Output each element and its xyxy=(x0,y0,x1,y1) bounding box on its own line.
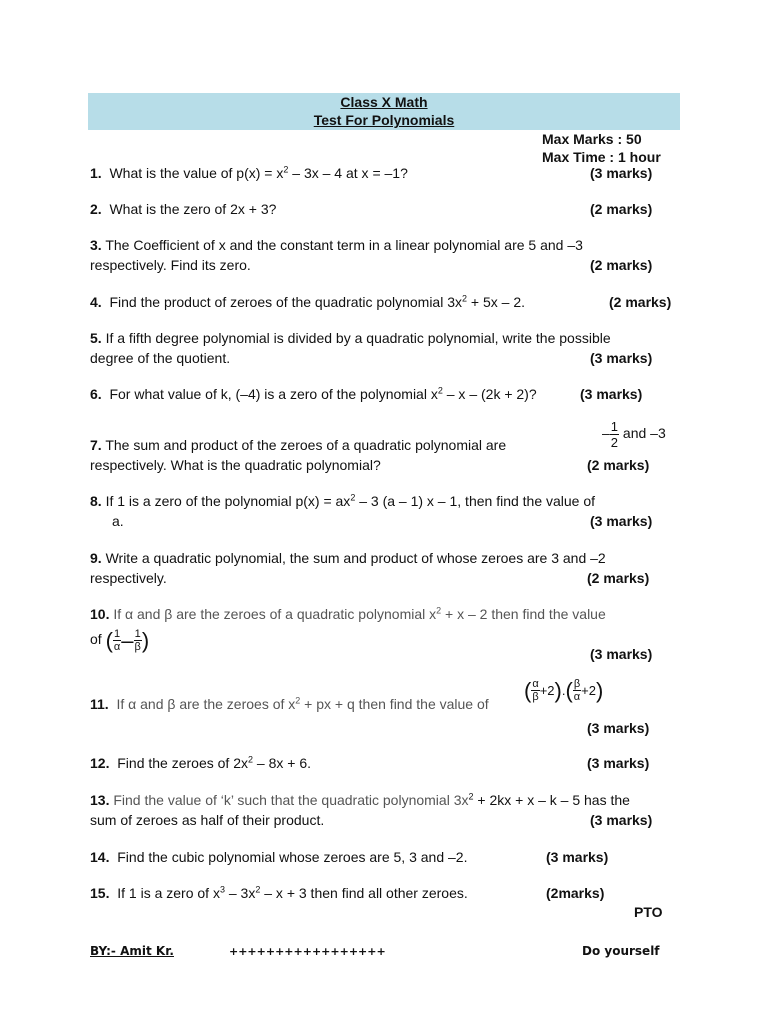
expression-reciprocal-difference: ( $\frac{1}{\alpha}$ – $\frac{1}{\beta}$ ) xyxy=(105,627,150,653)
class-title: Class X Math xyxy=(340,94,428,110)
question-4 xyxy=(90,292,678,312)
question-line-1: 3. The Coefficient of x and the constant term in a linear polynomial are 5 and –3 xyxy=(90,237,583,253)
author-credit: BY:- Amit Kr. xyxy=(90,944,174,958)
question-number: 15. xyxy=(90,885,110,901)
question-line-1: 5. If a fifth degree polynomial is divided by a quadratic polynomial, write the possible xyxy=(90,330,611,346)
marks: (3 marks) xyxy=(546,849,609,865)
marks: (3 marks) xyxy=(590,165,653,181)
question-15 xyxy=(90,883,678,903)
question-text: Write a quadratic polynomial, the sum and product of whose zeroes are 3 and –2 xyxy=(105,550,606,566)
question-text: If α and β are the zeroes of $x^2$ + px + q then find the value of xyxy=(116,695,489,712)
question-number: 2. xyxy=(90,201,102,217)
question-line-2: respectively. xyxy=(90,570,167,586)
question-line-2: a. xyxy=(112,513,124,529)
marks: (2marks) xyxy=(546,885,605,901)
question-number: 6. xyxy=(90,386,102,402)
marks: (3 marks) xyxy=(590,812,653,828)
question-text: If a fifth degree polynomial is divided by a quadratic polynomial, write the possible xyxy=(105,330,611,346)
question-text: If 1 is a zero of the polynomial $p(x) = ax^2 - 3$ (a – 1) x – 1, then find the value of xyxy=(105,492,596,509)
question-11 xyxy=(90,677,678,736)
marks: (2 marks) xyxy=(590,257,653,273)
marks: (3 marks) xyxy=(580,386,643,402)
question-line-2: degree of the quotient. xyxy=(90,350,231,366)
question-6 xyxy=(90,384,678,404)
question-text: Find the product of zeroes of the quadratic polynomial $3x^2 + 5x - 2$. xyxy=(109,293,526,310)
marks: (2 marks) xyxy=(609,294,672,310)
max-time: Max Time : 1 hour xyxy=(542,149,661,165)
question-8 xyxy=(90,491,678,531)
question-number: 11. xyxy=(90,696,109,712)
do-yourself-note: Do yourself xyxy=(582,944,660,958)
question-line-2: respectively. What is the quadratic polynomial? xyxy=(90,457,381,473)
test-title: Test For Polynomials xyxy=(313,112,455,128)
marks: (3 marks) xyxy=(590,646,653,662)
question-line-1: 10. If α and β are the zeroes of a quadratic polynomial $x^2 + x - 2$ then find the value xyxy=(90,605,606,622)
question-line-2: sum of zeroes as half of their product. xyxy=(90,812,325,828)
max-marks: Max Marks : 50 xyxy=(542,131,642,147)
question-text: If α and β are the zeroes of a quadratic polynomial $x^2 + x - 2$ then find the value xyxy=(113,605,606,622)
question-text: Find the value of ‘k’ such that the quadratic polynomial $3x^2 + 2kx + x - k - 5$ has the xyxy=(113,791,630,808)
question-line-2: of ( $\frac{1}{\alpha}$ – $\frac{1}{\beta}$ ) xyxy=(90,627,150,653)
question-text: Find the zeroes of $2x^2 - 8x + 6$. xyxy=(117,754,311,771)
question-text: What is the value of $p(x) = x^2 - 3x - 4$ at x = –1? xyxy=(109,164,408,181)
marks: (2 marks) xyxy=(587,457,650,473)
marks: (3 marks) xyxy=(587,755,650,771)
question-12 xyxy=(90,753,678,773)
question-line-1: 7. The sum and product of the zeroes of a quadratic polynomial are xyxy=(90,437,507,453)
question-line-1: 8. If 1 is a zero of the polynomial $p(x) = ax^2 - 3$ (a – 1) x – 1, then find the value of xyxy=(90,492,596,509)
question-2 xyxy=(90,199,678,219)
separator-plus: +++++++++++++++++ xyxy=(229,945,386,958)
question-5 xyxy=(90,328,678,368)
question-13 xyxy=(90,790,678,830)
pto-label: PTO xyxy=(634,904,663,920)
question-text: What is the zero of 2x + 3? xyxy=(109,201,277,217)
question-text: Find the cubic polynomial whose zeroes are 5, 3 and –2. xyxy=(117,849,468,865)
question-9 xyxy=(90,548,678,588)
question-text: For what value of k, (–4) is a zero of the polynomial $x^2 - x - (2k + 2)$? xyxy=(109,385,537,402)
marks: (2 marks) xyxy=(590,201,653,217)
title-banner xyxy=(88,93,680,130)
question-14 xyxy=(90,847,678,867)
question-text: If 1 is a zero of $x^3 - 3x^2 - x + 3$ then find all other zeroes. xyxy=(117,884,468,901)
question-line-2: respectively. Find its zero. xyxy=(90,257,251,273)
question-number: 12. xyxy=(90,755,110,771)
expression-alpha-beta: ( $\frac{\alpha}{\beta}$ +2 ) . ( $\frac{\beta}{\alpha}$ +2 ) xyxy=(524,677,604,703)
marks: (3 marks) xyxy=(590,513,653,529)
fraction-minus-half: – $\frac{1}{2}$ and –3 xyxy=(602,419,666,450)
question-7 xyxy=(90,419,678,475)
question-text: The Coefficient of x and the constant term in a linear polynomial are 5 and –3 xyxy=(105,237,583,253)
question-number: 14. xyxy=(90,849,110,865)
question-1 xyxy=(90,163,678,183)
exam-info xyxy=(542,130,661,166)
question-number: 4. xyxy=(90,294,102,310)
marks: (3 marks) xyxy=(587,720,650,736)
marks: (3 marks) xyxy=(590,350,653,366)
question-line-1: 9. Write a quadratic polynomial, the sum and product of whose zeroes are 3 and –2 xyxy=(90,550,606,566)
question-text: The sum and product of the zeroes of a quadratic polynomial are xyxy=(105,437,507,453)
question-10 xyxy=(90,604,678,662)
marks: (2 marks) xyxy=(587,570,650,586)
question-3 xyxy=(90,235,678,275)
question-line-1: 13. Find the value of ‘k’ such that the quadratic polynomial $3x^2 + 2kx + x - k - 5$ has the xyxy=(90,791,630,808)
question-number: 1. xyxy=(90,165,102,181)
